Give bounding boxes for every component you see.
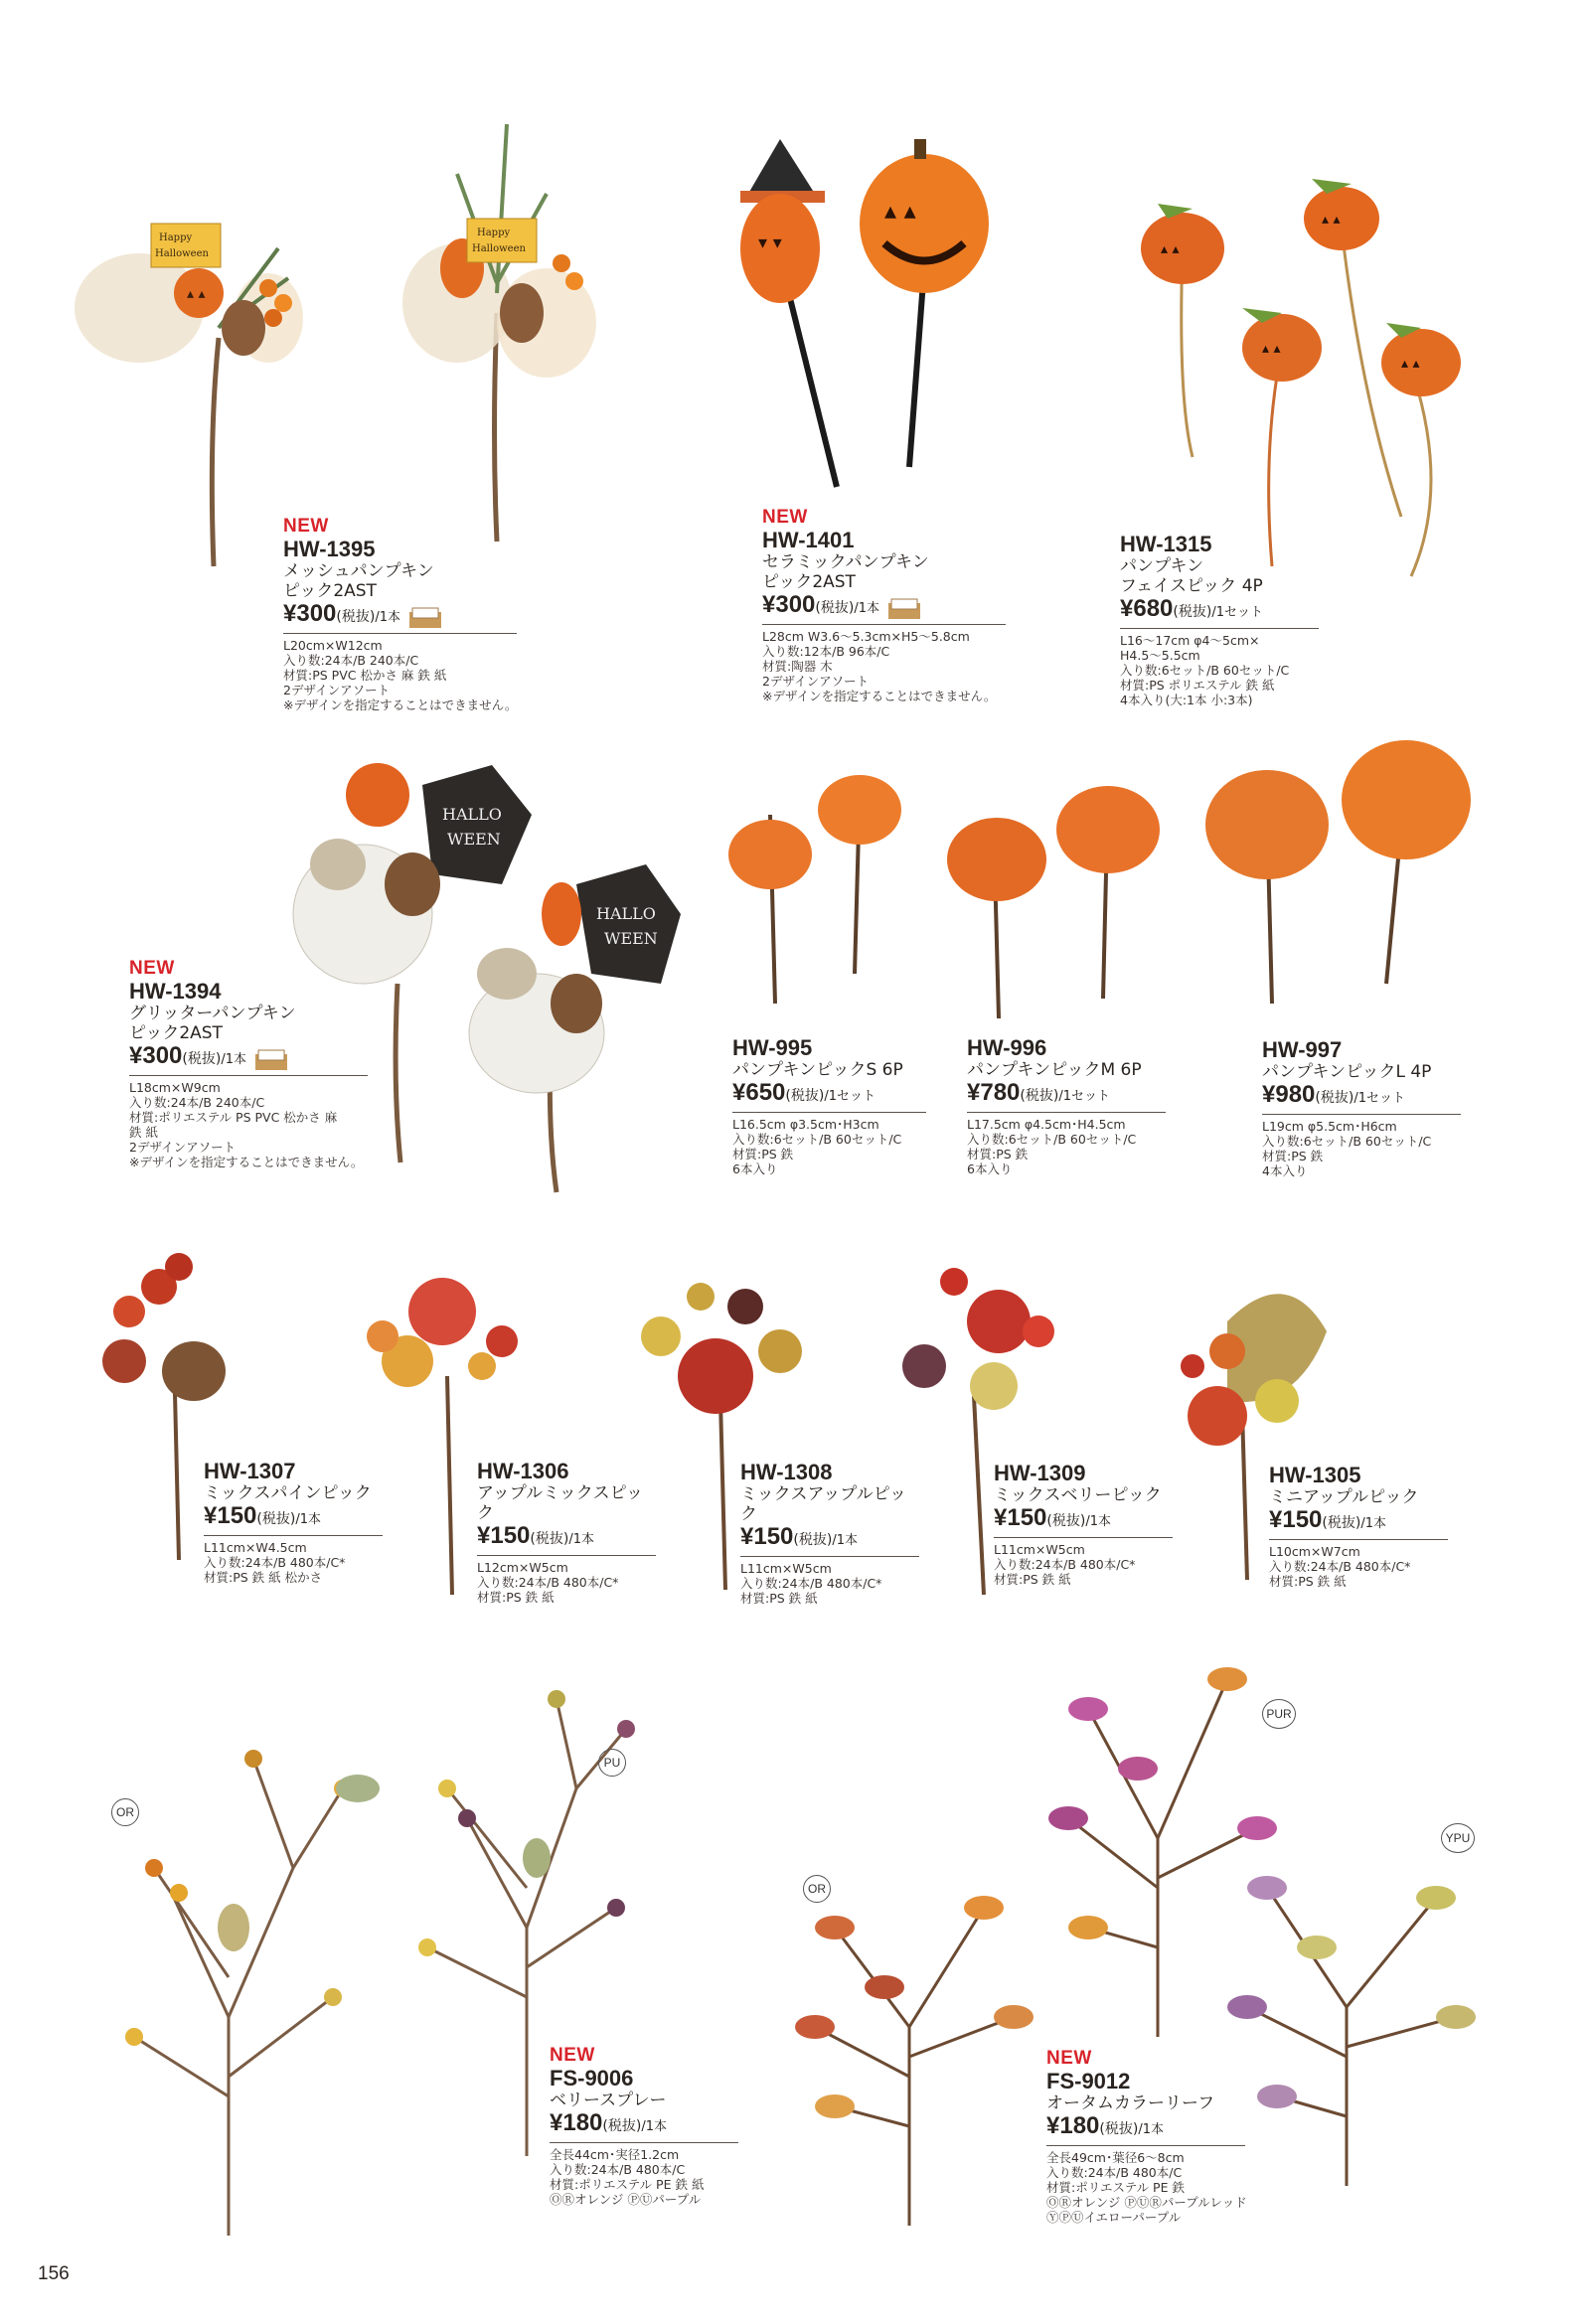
product-name: パンプキンピックL 4P — [1262, 1062, 1432, 1082]
spec-line: 材質:PS 鉄 紙 — [477, 1590, 555, 1605]
product-hw-1401[interactable] — [762, 507, 1006, 703]
spec-line: 材質:PS 鉄 紙 — [740, 1591, 818, 1606]
spec-line: ※デザインを指定することはできません。 — [129, 1155, 364, 1169]
svg-text:▴ ▴: ▴ ▴ — [884, 197, 916, 225]
product-name: ミックスアップルピック — [740, 1484, 906, 1524]
product-hw-997[interactable] — [1262, 1038, 1461, 1178]
product-name: アップルミックスピック — [477, 1483, 643, 1523]
price: ¥150 — [1269, 1506, 1323, 1533]
product-name: ミックスパインピック — [204, 1483, 372, 1503]
product-name: パンプキンピックM 6P — [967, 1060, 1142, 1080]
svg-text:▴ ▴: ▴ ▴ — [1161, 241, 1180, 257]
product-code: HW-1401 — [762, 528, 855, 552]
spec-line: L16～17cm φ4～5cm× — [1120, 633, 1260, 648]
box-icon — [408, 607, 442, 629]
price: ¥300 — [762, 591, 816, 618]
spec-line: H4.5～5.5cm — [1120, 648, 1200, 663]
spec-line: 入り数:24本/B 240本/C — [283, 653, 419, 668]
price: ¥650 — [732, 1079, 786, 1106]
svg-text:▴ ▴: ▴ ▴ — [1322, 212, 1341, 228]
product-code: HW-996 — [967, 1035, 1047, 1060]
product-code: HW-997 — [1262, 1037, 1343, 1062]
spec-line: 材質:PS 鉄 — [1262, 1149, 1324, 1163]
product-name: ミックスベリーピック — [994, 1485, 1162, 1505]
price-line: ¥980(税抜)/1セット — [1262, 1082, 1461, 1115]
autumn-leaf-illustration-ypu — [1207, 1808, 1486, 2186]
new-label: NEW — [283, 516, 329, 537]
price-line: ¥150(税抜)/1本 — [994, 1505, 1173, 1538]
product-code: HW-1395 — [283, 537, 376, 561]
product-hw-1309[interactable] — [994, 1462, 1173, 1587]
spec-line: L20cm×W12cm — [283, 638, 383, 653]
product-code: HW-1307 — [204, 1459, 296, 1483]
product-hw-1394[interactable] — [129, 958, 368, 1169]
product-hw-1305[interactable] — [1269, 1464, 1448, 1589]
new-label: NEW — [550, 2045, 595, 2066]
svg-text:▴ ▴: ▴ ▴ — [1401, 356, 1420, 372]
spec-line: L10cm×W7cm — [1269, 1544, 1360, 1559]
product-hw-1308[interactable] — [740, 1461, 919, 1606]
price: ¥150 — [204, 1502, 257, 1529]
spec-line: ⓄⓇオレンジ ⓅⓊパープル — [550, 2192, 702, 2207]
new-label: NEW — [1046, 2048, 1092, 2069]
spec-line: 入り数:24本/B 240本/C — [129, 1095, 265, 1110]
product-hw-1306[interactable] — [477, 1460, 656, 1605]
svg-text:▴ ▴: ▴ ▴ — [187, 286, 206, 302]
spec-line: 材質:ポリエステル PS PVC 松かさ 麻 — [129, 1110, 338, 1125]
product-name: メッシュパンプキン — [283, 561, 434, 581]
spec-line: ⓎⓅⓊイエローパープル — [1046, 2210, 1182, 2225]
spec-line: 6本入り — [967, 1162, 1013, 1176]
spec-line: 材質:PS 鉄 — [967, 1147, 1029, 1162]
svg-text:Happy: Happy — [477, 228, 511, 238]
product-hw-995[interactable] — [732, 1036, 926, 1176]
box-icon — [254, 1049, 288, 1071]
spec-line: 入り数:24本/B 480本/C* — [477, 1575, 619, 1590]
color-badge-pu: PU — [598, 1749, 626, 1777]
spec-line: 4本入り(大:1本 小:3本) — [1120, 693, 1253, 707]
mesh-pumpkin-pick-illustration-2 — [398, 114, 626, 551]
color-badge-or: OR — [111, 1798, 139, 1826]
svg-text:Halloween: Halloween — [472, 243, 526, 254]
product-name: フェイスピック 4P — [1120, 576, 1263, 596]
spec-line: ⓄⓇオレンジ ⓅⓊⓇパープルレッド — [1046, 2195, 1247, 2210]
product-code: HW-1305 — [1269, 1463, 1361, 1487]
color-badge-or: OR — [803, 1875, 831, 1903]
spec-line: 材質:PS 鉄 紙 — [994, 1572, 1071, 1587]
product-hw-996[interactable] — [967, 1036, 1166, 1176]
product-hw-1307[interactable] — [204, 1460, 383, 1585]
product-name: オータムカラーリーフ — [1046, 2093, 1215, 2113]
spec-line: 6本入り — [732, 1162, 778, 1176]
price-line: ¥300(税抜)/1本 — [283, 601, 517, 634]
price-line: ¥650(税抜)/1セット — [732, 1080, 926, 1113]
spec-line: L28cm W3.6～5.3cm×H5～5.8cm — [762, 629, 970, 644]
spec-line: ※デザインを指定することはできません。 — [283, 697, 518, 712]
spec-line: L17.5cm φ4.5cm･H4.5cm — [967, 1117, 1126, 1132]
price-line: ¥180(税抜)/1本 — [550, 2110, 738, 2143]
price-line: ¥150(税抜)/1本 — [740, 1524, 919, 1557]
spec-line: 入り数:24本/B 480本/C* — [740, 1576, 882, 1591]
product-name: ピック2AST — [129, 1023, 223, 1043]
svg-text:HALLO: HALLO — [442, 805, 502, 824]
glitter-pumpkin-pick-illustration-2 — [467, 825, 706, 1202]
spec-line: 入り数:24本/B 480本/C — [550, 2162, 686, 2177]
pumpkin-pick-s-illustration — [720, 755, 919, 1013]
price: ¥150 — [994, 1504, 1047, 1531]
price: ¥150 — [477, 1522, 531, 1549]
price-line: ¥150(税抜)/1本 — [204, 1503, 383, 1536]
product-fs-9006[interactable] — [550, 2045, 738, 2207]
price-line: ¥300(税抜)/1本 — [129, 1043, 368, 1076]
spec-line: L16.5cm φ3.5cm･H3cm — [732, 1117, 879, 1132]
spec-line: 4本入り — [1262, 1163, 1308, 1178]
price: ¥300 — [129, 1042, 183, 1069]
pumpkin-face-picks-illustration — [1113, 149, 1491, 586]
price: ¥180 — [1046, 2112, 1100, 2139]
price-line: ¥680(税抜)/1セット — [1120, 596, 1319, 629]
spec-line: 鉄 紙 — [129, 1125, 158, 1140]
spec-line: 2デザインアソート — [762, 674, 870, 689]
spec-line: 全長44cm･実径1.2cm — [550, 2147, 680, 2162]
spec-line: 入り数:6セット/B 60セット/C — [1262, 1134, 1432, 1149]
product-code: HW-1394 — [129, 979, 222, 1004]
berry-spray-illustration-or — [94, 1719, 393, 2246]
product-name: ベリースプレー — [550, 2091, 667, 2110]
spec-line: 全長49cm･葉径6～8cm — [1046, 2150, 1185, 2165]
spec-line: 入り数:24本/B 480本/C — [1046, 2165, 1183, 2180]
spec-line: 2デザインアソート — [129, 1140, 237, 1155]
spec-line: 入り数:24本/B 480本/C* — [994, 1557, 1136, 1572]
spec-line: 2デザインアソート — [283, 683, 391, 697]
price-line: ¥180(税抜)/1本 — [1046, 2113, 1245, 2146]
spec-line: 材質:PS ポリエステル 鉄 紙 — [1120, 678, 1275, 693]
spec-line: 入り数:6セット/B 60セット/C — [732, 1132, 902, 1147]
price: ¥300 — [283, 600, 337, 627]
product-code: HW-1315 — [1120, 532, 1212, 556]
price: ¥780 — [967, 1079, 1021, 1106]
price-line: ¥150(税抜)/1本 — [1269, 1507, 1448, 1540]
new-label: NEW — [762, 507, 808, 528]
spec-line: 材質:ポリエステル PE 鉄 — [1046, 2180, 1185, 2195]
page-number: 156 — [38, 2263, 70, 2284]
product-name: ミニアップルピック — [1269, 1487, 1419, 1507]
product-code: HW-995 — [732, 1035, 813, 1060]
happy-sign-text: Happy — [159, 232, 193, 243]
spec-line: 入り数:24本/B 480本/C* — [204, 1555, 346, 1570]
spec-line: 材質:PS PVC 松かさ 麻 鉄 紙 — [283, 668, 447, 683]
spec-line: 入り数:12本/B 96本/C — [762, 644, 890, 659]
price-line: ¥300(税抜)/1本 — [762, 592, 1006, 625]
product-name: ピック2AST — [283, 581, 377, 601]
pumpkin-pick-l-illustration — [1197, 715, 1476, 1013]
spec-line: L19cm φ5.5cm･H6cm — [1262, 1119, 1397, 1134]
product-name: セラミックパンプキン — [762, 552, 929, 572]
spec-line: 材質:PS 鉄 紙 松かさ — [204, 1570, 323, 1585]
price-line: ¥780(税抜)/1セット — [967, 1080, 1166, 1113]
svg-text:Halloween: Halloween — [155, 248, 209, 259]
spec-line: 入り数:24本/B 480本/C* — [1269, 1559, 1411, 1574]
ceramic-pumpkin-picks-illustration — [725, 139, 1034, 497]
product-code: HW-1308 — [740, 1460, 833, 1484]
spec-line: 材質:PS 鉄 — [732, 1147, 794, 1162]
spec-line: L11cm×W5cm — [740, 1561, 832, 1576]
pumpkin-pick-m-illustration — [939, 750, 1168, 1028]
product-hw-1315[interactable] — [1120, 533, 1319, 707]
product-hw-1395[interactable] — [283, 516, 517, 712]
product-code: FS-9006 — [550, 2066, 634, 2091]
svg-text:▾ ▾: ▾ ▾ — [758, 232, 782, 253]
spec-line: 入り数:6セット/B 60セット/C — [1120, 663, 1290, 678]
spec-line: L11cm×W4.5cm — [204, 1540, 307, 1555]
product-name: パンプキンピックS 6P — [732, 1060, 903, 1080]
svg-text:WEEN: WEEN — [604, 929, 658, 948]
product-fs-9012[interactable] — [1046, 2048, 1245, 2225]
spec-line: L12cm×W5cm — [477, 1560, 568, 1575]
svg-text:WEEN: WEEN — [447, 830, 501, 849]
price-line: ¥150(税抜)/1本 — [477, 1523, 656, 1556]
color-badge-ypu: YPU — [1441, 1823, 1475, 1853]
price: ¥680 — [1120, 595, 1174, 622]
product-code: HW-1309 — [994, 1461, 1086, 1485]
spec-line: 入り数:6セット/B 60セット/C — [967, 1132, 1137, 1147]
svg-text:HALLO: HALLO — [596, 904, 656, 923]
mesh-pumpkin-pick-illustration-1 — [70, 179, 298, 576]
spec-line: 材質:陶器 木 — [762, 659, 833, 674]
color-badge-pur: PUR — [1262, 1699, 1296, 1729]
product-name: パンプキン — [1120, 556, 1204, 576]
spec-line: L18cm×W9cm — [129, 1080, 221, 1095]
price: ¥180 — [550, 2109, 603, 2136]
new-label: NEW — [129, 958, 175, 979]
product-name: ピック2AST — [762, 572, 856, 592]
product-name: グリッターパンプキン — [129, 1004, 296, 1023]
svg-text:▴ ▴: ▴ ▴ — [1262, 341, 1281, 357]
spec-line: 材質:PS 鉄 紙 — [1269, 1574, 1347, 1589]
price: ¥980 — [1262, 1081, 1316, 1108]
product-code: FS-9012 — [1046, 2069, 1131, 2093]
price: ¥150 — [740, 1523, 794, 1550]
box-icon — [887, 598, 921, 620]
spec-line: ※デザインを指定することはできません。 — [762, 689, 997, 703]
spec-line: 材質:ポリエステル PE 鉄 紙 — [550, 2177, 705, 2192]
product-code: HW-1306 — [477, 1459, 569, 1483]
spec-line: L11cm×W5cm — [994, 1542, 1085, 1557]
